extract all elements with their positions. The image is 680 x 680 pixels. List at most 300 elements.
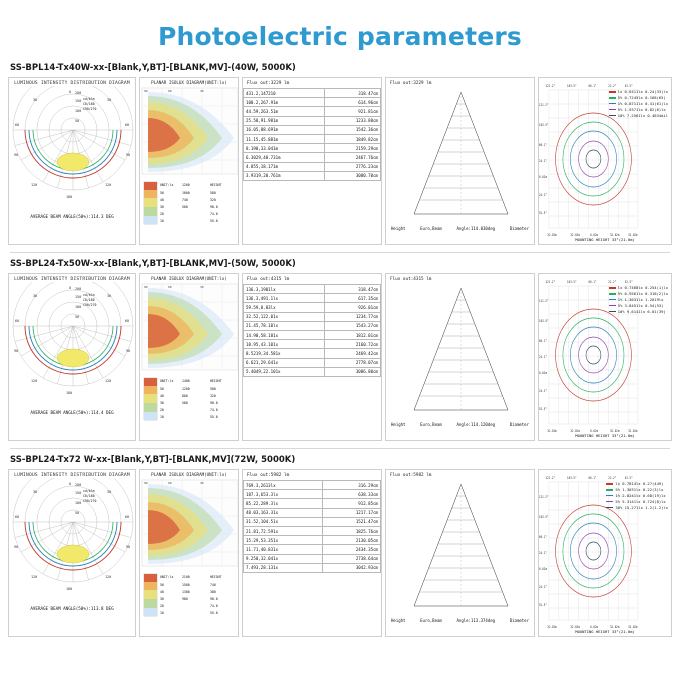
- polar-caption: LUMINOUS INTENSITY DISTRIBUTION DIAGRAM: [14, 473, 130, 478]
- cone-header: Flux out:4315 lm: [390, 277, 432, 282]
- svg-text:HEIGHT: HEIGHT: [210, 183, 222, 187]
- table-row: 187.3,653.3lx 638.33cm: [244, 490, 381, 499]
- polar-svg: [9, 282, 136, 404]
- legend-label: 10% 9.6141lx 6.01(39): [617, 308, 666, 314]
- iso-level-3: 500: [182, 205, 188, 209]
- svg-text:30: 30: [107, 294, 112, 298]
- svg-text:30: 30: [200, 89, 204, 93]
- svg-text:60: 60: [168, 481, 172, 485]
- table-row: 3.9319,20.761m 3080.70cm: [244, 171, 381, 180]
- svg-text:60: 60: [125, 515, 130, 519]
- cone-foot-angle: Angle:114.030deg: [456, 226, 496, 231]
- svg-text:C90/270: C90/270: [83, 303, 97, 307]
- cone-foot-diameter: Diameter: [509, 618, 529, 623]
- svg-text:121.2°: 121.2°: [545, 279, 556, 285]
- legend-label: 5% 0.7245lx 0.168(65): [617, 94, 666, 100]
- svg-text:0: 0: [69, 90, 72, 94]
- svg-text:66.1°: 66.1°: [588, 83, 597, 89]
- legend-swatch-icon: [609, 109, 616, 111]
- mounting-grid-card: [538, 469, 672, 637]
- svg-text:22.2°: 22.2°: [608, 83, 617, 89]
- cone-foot-angle: Angle:114.120deg: [456, 422, 496, 427]
- svg-text:32.02m: 32.02m: [570, 624, 580, 630]
- svg-text:90: 90: [126, 349, 131, 353]
- cone-foot-height: Height: [391, 618, 406, 623]
- polar-plot: [9, 86, 135, 222]
- grid-caption: MOUNTING HEIGHT 33°(21.0m): [575, 237, 635, 242]
- svg-text:UNIT:lx: UNIT:lx: [160, 379, 174, 383]
- svg-text:22.2°: 22.2°: [608, 475, 617, 481]
- legend-label: 1% 2.0241lx 0.68(19)lx: [615, 492, 666, 498]
- svg-text:50: 50: [160, 583, 164, 587]
- svg-text:10: 10: [160, 415, 164, 419]
- section-charts-row: [8, 273, 672, 441]
- isolux-diagram-card: [139, 469, 239, 637]
- svg-text:52.5°: 52.5°: [539, 406, 547, 412]
- svg-text:0.02m: 0.02m: [539, 370, 547, 376]
- svg-text:52.5°: 52.5°: [624, 475, 633, 481]
- svg-text:60: 60: [168, 285, 172, 289]
- legend-label: 5% 3.8451lx 0.54(53): [617, 302, 664, 308]
- table-body: [244, 89, 381, 181]
- legend-swatch-icon: [609, 91, 616, 93]
- isolux-title: PLANAR ISOLUX DIAGRAM(UNIT:lx): [151, 80, 227, 85]
- grid-caption: MOUNTING HEIGHT 33°(21.0m): [575, 629, 635, 634]
- svg-text:90: 90: [144, 285, 148, 289]
- polar-plot: [9, 478, 135, 614]
- svg-text:32.02m: 32.02m: [609, 232, 620, 238]
- svg-text:60: 60: [15, 319, 20, 323]
- svg-text:150: 150: [75, 295, 82, 299]
- polar-footer: AVERAGE BEAM ANGLE(50%):114.4 DEG: [30, 410, 114, 415]
- legend-label: 5% 5.3141lx 0.724(8)lx: [615, 498, 666, 504]
- svg-text:50: 50: [160, 191, 164, 195]
- polar-caption: LUMINOUS INTENSITY DISTRIBUTION DIAGRAM: [14, 277, 130, 282]
- svg-text:100: 100: [75, 501, 82, 505]
- legend-label: 1% 1.3631lx 1.2019lx: [617, 296, 664, 302]
- svg-text:121.2°: 121.2°: [545, 83, 556, 89]
- polar-footer: AVERAGE BEAM ANGLE(50%):114.3 DEG: [30, 214, 114, 219]
- cone-plot: [386, 478, 534, 618]
- cone-foot-beam: Euro,Beam: [420, 422, 442, 427]
- table-row: 85.22,289.3lx 912.85cm: [244, 499, 381, 508]
- svg-text:90: 90: [144, 89, 148, 93]
- legend-item: [606, 505, 668, 511]
- svg-text:66.1°: 66.1°: [539, 142, 547, 148]
- svg-text:120: 120: [105, 575, 112, 579]
- svg-text:90: 90: [126, 153, 131, 157]
- legend-label: lx 0.7460lx 0.254(1)lx: [617, 285, 668, 290]
- svg-text:22.2°: 22.2°: [608, 279, 617, 285]
- svg-text:580: 580: [210, 191, 216, 195]
- legend-swatch-icon: [606, 507, 613, 509]
- svg-text:1300: 1300: [182, 590, 190, 594]
- legend-label: 30% 15.271lx 1.2(1.2)lx: [615, 504, 668, 510]
- grid-plot: [539, 78, 671, 244]
- svg-text:1200: 1200: [182, 387, 190, 391]
- section-charts-row: [8, 469, 672, 637]
- svg-text:60: 60: [15, 123, 20, 127]
- isolux-svg: [140, 86, 239, 236]
- polar-caption: LUMINOUS INTENSITY DISTRIBUTION DIAGRAM: [14, 81, 130, 86]
- table-row: 11.71,40.831x 2434.35cm: [244, 545, 381, 554]
- legend-swatch-icon: [609, 311, 616, 313]
- svg-text:103.5°: 103.5°: [567, 279, 577, 285]
- table-row: 8.190,33.041m 2159.29cm: [244, 144, 381, 153]
- section-2: [8, 253, 672, 449]
- svg-text:0.02m: 0.02m: [539, 174, 547, 180]
- svg-text:32.02m: 32.02m: [609, 428, 620, 434]
- beam-cone-card: [385, 469, 535, 637]
- illuminance-table-card: [242, 77, 382, 245]
- cone-footer: [386, 226, 534, 231]
- svg-text:580: 580: [210, 387, 216, 391]
- svg-text:66.1°: 66.1°: [539, 338, 547, 344]
- isolux-diagram-card: [139, 77, 239, 245]
- svg-text:120: 120: [31, 379, 38, 383]
- svg-text:52.5°: 52.5°: [624, 83, 633, 89]
- illuminance-table: [243, 284, 381, 377]
- grid-plot: [539, 470, 671, 636]
- iso-level-1: 1000: [182, 191, 190, 195]
- svg-text:10: 10: [160, 219, 164, 223]
- table-row: 14.90,58.181x 1812.01cm: [244, 330, 381, 339]
- svg-text:24.2°: 24.2°: [539, 584, 547, 590]
- svg-text:0.02m: 0.02m: [590, 428, 599, 434]
- svg-text:cd/klm: cd/klm: [83, 489, 95, 493]
- svg-text:320: 320: [210, 394, 216, 398]
- iso-level-2: 740: [182, 198, 188, 202]
- illuminance-table: [243, 88, 381, 181]
- legend-swatch-icon: [609, 97, 616, 99]
- svg-text:UNIT:lx: UNIT:lx: [160, 183, 174, 187]
- grid-legend: [609, 285, 668, 314]
- cone-header: Flux out:5982 lm: [390, 473, 432, 478]
- svg-text:90: 90: [14, 153, 19, 157]
- table-row: [244, 89, 381, 98]
- svg-text:32.02m: 32.02m: [570, 428, 580, 434]
- table-row: 16.05,88.691m 1542.36cm: [244, 125, 381, 134]
- cell-diameter: 318.47cm: [325, 89, 381, 98]
- cone-svg: [386, 282, 535, 422]
- illuminance-table-card: [242, 469, 382, 637]
- svg-text:150: 150: [75, 99, 82, 103]
- svg-text:30: 30: [33, 490, 38, 494]
- svg-text:60: 60: [125, 123, 130, 127]
- grid-caption: MOUNTING HEIGHT 33°(21.0m): [575, 433, 635, 438]
- svg-text:100: 100: [75, 305, 82, 309]
- svg-text:60: 60: [125, 319, 130, 323]
- isolux-svg: [140, 282, 239, 432]
- table-header: Flux out:3229 lm: [247, 81, 290, 86]
- table-row: 6.3029,40.731m 2467.76cm: [244, 153, 381, 162]
- legend-item: [609, 309, 668, 315]
- legend-swatch-icon: [609, 115, 616, 117]
- svg-text:50: 50: [75, 119, 80, 123]
- table-header: Flux out:5982 lm: [247, 473, 290, 478]
- table-row: 769.3,2613lx 316.29cm: [244, 481, 381, 490]
- legend-swatch-icon: [609, 287, 616, 289]
- svg-text:24.2°: 24.2°: [539, 192, 547, 198]
- svg-text:66.1°: 66.1°: [588, 475, 597, 481]
- legend-swatch-icon: [609, 293, 616, 295]
- svg-text:24.2°: 24.2°: [539, 388, 547, 394]
- table-row: 32.52,122.01x 1234.77cm: [244, 312, 381, 321]
- grid-legend: [609, 89, 668, 118]
- table-row: 100.2,267.91m 614.96cm: [244, 98, 381, 107]
- svg-text:52.5°: 52.5°: [624, 279, 633, 285]
- svg-text:103.5°: 103.5°: [539, 318, 549, 324]
- legend-label: 5% 1.9371lx 0.82(6)lx: [617, 106, 666, 112]
- svg-text:C90/270: C90/270: [83, 499, 97, 503]
- svg-text:30: 30: [160, 597, 164, 601]
- svg-text:40: 40: [160, 394, 164, 398]
- legend-swatch-icon: [606, 489, 613, 491]
- table-row: 136.3,1901lx 318.47cm: [244, 285, 381, 294]
- section-heading: SS-BPL24-Tx72 W-xx-[Blank,Y,BT]-[BLANK,MV](72W, 5000K): [10, 455, 296, 465]
- legend-item: [609, 113, 668, 119]
- svg-text:24.2°: 24.2°: [539, 550, 547, 556]
- svg-text:24.2°: 24.2°: [539, 354, 547, 360]
- page-title: Photoelectric parameters: [158, 22, 522, 51]
- svg-text:74.0: 74.0: [210, 604, 218, 608]
- table-row: 5.4049,22.101x 3086.80cm: [244, 367, 381, 376]
- svg-text:800: 800: [182, 394, 188, 398]
- legend-label: 5% 0.9561lx 0.318(2)lx: [617, 290, 668, 296]
- svg-text:90: 90: [14, 545, 19, 549]
- legend-swatch-icon: [609, 305, 616, 307]
- svg-text:121.2°: 121.2°: [539, 298, 549, 304]
- cone-foot-height: Height: [391, 422, 406, 427]
- svg-text:55.0: 55.0: [210, 611, 218, 615]
- cone-plot: [386, 86, 534, 226]
- svg-text:10: 10: [160, 611, 164, 615]
- svg-text:200: 200: [75, 91, 82, 95]
- svg-text:98.0: 98.0: [210, 401, 218, 405]
- svg-text:20: 20: [160, 408, 164, 412]
- illuminance-table-card: [242, 273, 382, 441]
- svg-text:580: 580: [182, 401, 188, 405]
- table-row: 11.15,45.881m 1849.82cm: [244, 134, 381, 143]
- svg-text:200: 200: [75, 483, 82, 487]
- svg-text:90: 90: [14, 349, 19, 353]
- polar-diagram-card: [8, 469, 136, 637]
- legend-swatch-icon: [609, 103, 616, 105]
- svg-text:180: 180: [66, 391, 73, 395]
- svg-text:120: 120: [105, 379, 112, 383]
- table-row: 48.03,163.31x 1217.17cm: [244, 508, 381, 517]
- svg-text:32.02m: 32.02m: [570, 232, 580, 238]
- svg-text:30: 30: [107, 98, 112, 102]
- svg-text:74.0: 74.0: [210, 408, 218, 412]
- svg-text:32.02m: 32.02m: [547, 624, 557, 630]
- svg-text:90: 90: [144, 481, 148, 485]
- svg-text:60: 60: [15, 515, 20, 519]
- svg-text:103.5°: 103.5°: [567, 83, 577, 89]
- svg-text:30: 30: [33, 98, 38, 102]
- legend-label: 10% 7.2561lx 0.4834dil: [617, 112, 668, 118]
- svg-text:55.0: 55.0: [210, 219, 218, 223]
- table-row: 136.3,491.1lx 617.35cm: [244, 294, 381, 303]
- svg-text:HEIGHT: HEIGHT: [210, 379, 222, 383]
- polar-diagram-card: [8, 77, 136, 245]
- svg-text:66.1°: 66.1°: [588, 279, 597, 285]
- svg-text:121.2°: 121.2°: [545, 475, 556, 481]
- svg-text:50: 50: [75, 315, 80, 319]
- table-row: 15.29,53.351x 2130.05cm: [244, 536, 381, 545]
- polar-plot: [9, 282, 135, 418]
- svg-text:0.02m: 0.02m: [590, 232, 599, 238]
- svg-text:1500: 1500: [182, 583, 190, 587]
- table-row: 4.855,18.171m 2776.23cm: [244, 162, 381, 171]
- svg-text:0.02m: 0.02m: [539, 566, 547, 572]
- cone-foot-angle: Angle:113.374deg: [456, 618, 496, 623]
- svg-text:50: 50: [75, 511, 80, 515]
- svg-text:30: 30: [160, 401, 164, 405]
- section-heading: SS-BPL14-Tx40W-xx-[Blank,Y,BT]-[BLANK,MV]-(40W, 5000K): [10, 63, 296, 73]
- table-row: 25.58,91.981m 1233.88cm: [244, 116, 381, 125]
- svg-text:20: 20: [160, 212, 164, 216]
- svg-text:60: 60: [168, 89, 172, 93]
- svg-text:103.5°: 103.5°: [539, 122, 549, 128]
- svg-text:150: 150: [75, 491, 82, 495]
- svg-text:74.0: 74.0: [210, 212, 218, 216]
- svg-text:180: 180: [66, 587, 73, 591]
- table-row: 59.59,0.03lx 926.01cm: [244, 303, 381, 312]
- legend-swatch-icon: [606, 495, 613, 497]
- mounting-grid-card: [538, 77, 672, 245]
- svg-text:52.5°: 52.5°: [539, 210, 547, 216]
- svg-text:120: 120: [31, 575, 38, 579]
- cone-plot: [386, 282, 534, 422]
- svg-text:380: 380: [210, 590, 216, 594]
- table-row: 6.621,29.641x 2778.07cm: [244, 358, 381, 367]
- isolux-title: PLANAR ISOLUX DIAGRAM(UNIT:lx): [151, 276, 227, 281]
- legend-swatch-icon: [606, 501, 613, 503]
- svg-text:UNIT:lx: UNIT:lx: [160, 575, 174, 579]
- mounting-grid-card: [538, 273, 672, 441]
- legend-label: 5% 1.3031lx 0.22(3)lx: [615, 486, 664, 492]
- polar-unit: cd/klm: [83, 97, 95, 101]
- svg-text:200: 200: [75, 287, 82, 291]
- svg-text:30: 30: [200, 481, 204, 485]
- svg-text:980: 980: [182, 597, 188, 601]
- svg-text:320: 320: [210, 198, 216, 202]
- table-row: 7.493,28.131x 3042.93cm: [244, 563, 381, 572]
- svg-text:100: 100: [75, 109, 82, 113]
- table-row: 8.5219,34.581x 2469.42cm: [244, 349, 381, 358]
- cone-foot-height: Height: [391, 226, 406, 231]
- svg-text:121.2°: 121.2°: [539, 102, 549, 108]
- svg-text:32.02m: 32.02m: [547, 232, 557, 238]
- svg-text:98.0: 98.0: [210, 205, 218, 209]
- polar-svg: [9, 478, 136, 600]
- section-3: [8, 449, 672, 637]
- legend-label: 1% 0.8711lx 0.41(61)lx: [617, 100, 668, 106]
- cone-foot-beam: Euro,Beam: [420, 226, 442, 231]
- svg-text:103.5°: 103.5°: [539, 514, 549, 520]
- svg-text:32.02m: 32.02m: [609, 624, 620, 630]
- table-row: 31.52,104.51x 1521.47cm: [244, 517, 381, 526]
- legend-swatch-icon: [609, 299, 616, 301]
- svg-text:98.0: 98.0: [210, 597, 218, 601]
- table-row: 21.45,78.10lx 1543.27cm: [244, 321, 381, 330]
- svg-text:HEIGHT: HEIGHT: [210, 575, 222, 579]
- legend-label: lx 0.6411lx 0.24(33)lx: [617, 89, 668, 94]
- svg-text:32.02m: 32.02m: [628, 428, 638, 434]
- svg-text:120: 120: [105, 183, 112, 187]
- grid-legend: [606, 481, 668, 510]
- svg-text:40: 40: [160, 590, 164, 594]
- svg-text:2100: 2100: [182, 575, 190, 579]
- table-header: Flux out:4315 lm: [247, 277, 290, 282]
- svg-text:40: 40: [160, 198, 164, 202]
- svg-text:32.02m: 32.02m: [547, 428, 557, 434]
- svg-text:30: 30: [160, 205, 164, 209]
- svg-text:55.0: 55.0: [210, 415, 218, 419]
- svg-text:32.02m: 32.02m: [628, 624, 638, 630]
- svg-text:30: 30: [33, 294, 38, 298]
- svg-text:50: 50: [160, 387, 164, 391]
- cone-footer: [386, 422, 534, 427]
- cone-foot-beam: Euro,Beam: [420, 618, 442, 623]
- cone-svg: [386, 478, 535, 618]
- svg-text:cd/klm: cd/klm: [83, 293, 95, 297]
- svg-text:20: 20: [160, 604, 164, 608]
- table-row: 44.59,263.51m 921.81cm: [244, 107, 381, 116]
- cone-foot-diameter: Diameter: [509, 422, 529, 427]
- svg-text:C0/180: C0/180: [83, 494, 95, 498]
- table-row: 21.81,72.591x 1825.76cm: [244, 526, 381, 535]
- legend-swatch-icon: [606, 483, 613, 485]
- svg-text:30: 30: [200, 285, 204, 289]
- cone-svg: [386, 86, 535, 226]
- cone-header: Flux out:3229 lm: [390, 81, 432, 86]
- svg-text:24.2°: 24.2°: [539, 158, 547, 164]
- grid-plot: [539, 274, 671, 440]
- polar-svg: [9, 86, 136, 208]
- svg-text:1400: 1400: [182, 379, 190, 383]
- polar-footer: AVERAGE BEAM ANGLE(50%):113.8 DEG: [30, 606, 114, 611]
- svg-text:52.5°: 52.5°: [539, 602, 547, 608]
- svg-text:C0/180: C0/180: [83, 102, 95, 106]
- section-1: [8, 57, 672, 253]
- beam-cone-card: [385, 77, 535, 245]
- cone-foot-diameter: Diameter: [509, 226, 529, 231]
- svg-text:0: 0: [69, 286, 72, 290]
- isolux-title: PLANAR ISOLUX DIAGRAM(UNIT:lx): [151, 472, 227, 477]
- svg-text:30: 30: [107, 490, 112, 494]
- polar-diagram-card: [8, 273, 136, 441]
- iso-level-0: 1200: [182, 183, 190, 187]
- svg-text:32.02m: 32.02m: [628, 232, 638, 238]
- svg-text:180: 180: [66, 195, 73, 199]
- svg-text:C90/270: C90/270: [83, 107, 97, 111]
- cell-illuminance: 431.2,147210: [244, 89, 325, 98]
- svg-text:120: 120: [31, 183, 38, 187]
- cone-footer: [386, 618, 534, 623]
- beam-cone-card: [385, 273, 535, 441]
- illuminance-table: [243, 480, 381, 573]
- isolux-svg: [140, 478, 239, 628]
- section-heading: SS-BPL24-Tx50W-xx-[Blank,Y,BT]-[BLANK,MV]-(50W, 5000K): [10, 259, 296, 269]
- table-row: 10.95,43.101x 2160.72cm: [244, 340, 381, 349]
- legend-label: lx 0.7814lx 0.27(449): [615, 481, 664, 486]
- table-row: 9.250,32.041x 2738.64cm: [244, 554, 381, 563]
- svg-text:C0/180: C0/180: [83, 298, 95, 302]
- section-charts-row: [8, 77, 672, 245]
- svg-text:90: 90: [126, 545, 131, 549]
